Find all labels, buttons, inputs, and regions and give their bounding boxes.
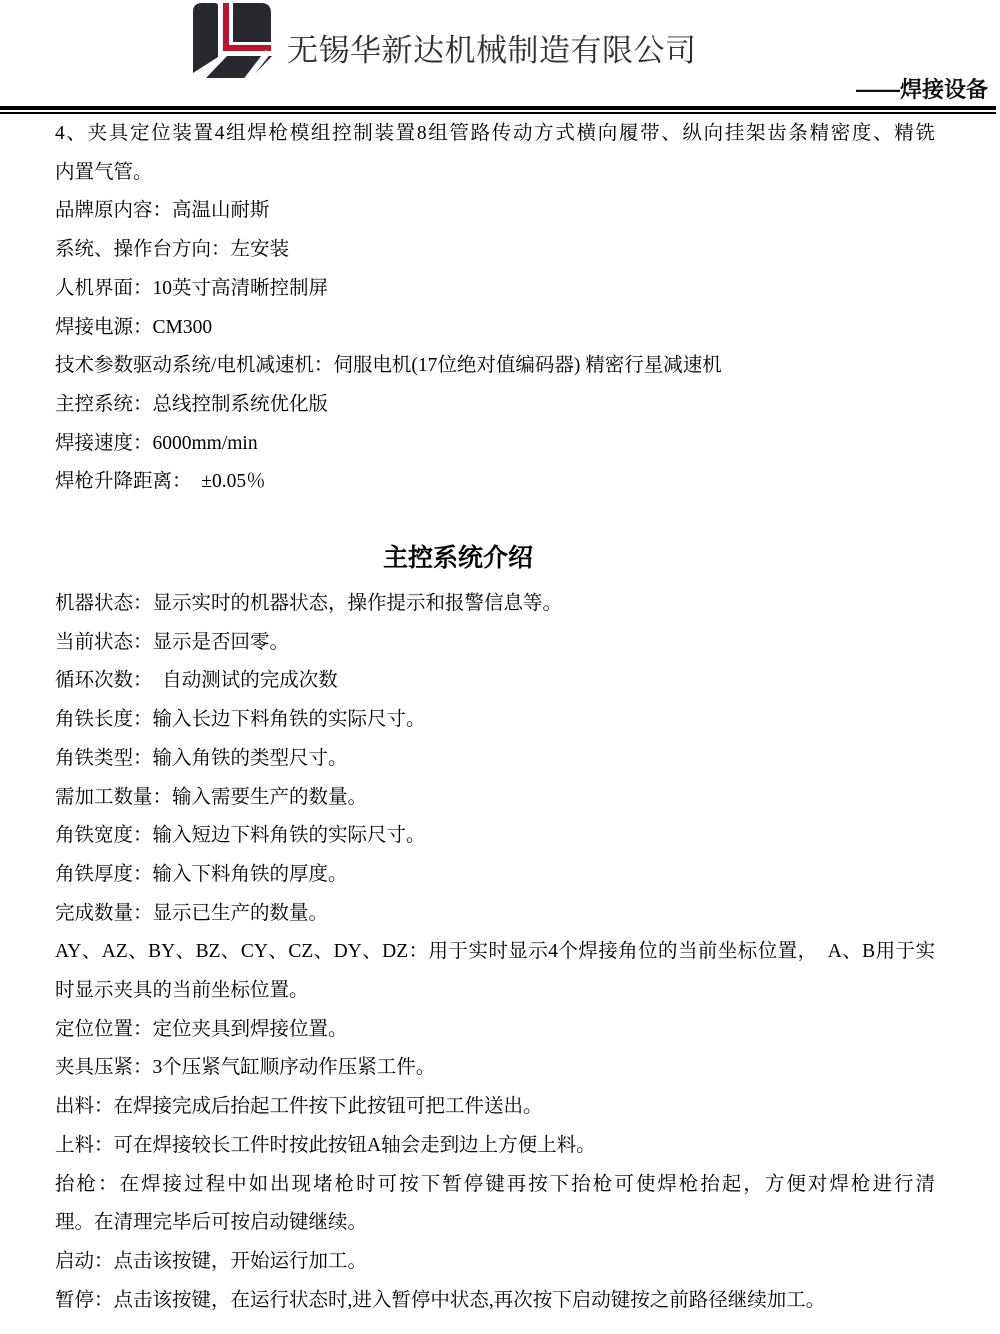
text-line: 角铁宽度：输入短边下料角铁的实际尺寸。: [55, 825, 426, 847]
document-body: [0, 115, 1000, 1320]
text-line: 完成数量：显示已生产的数量。: [55, 902, 329, 924]
text-line: 理。在清理完毕后可按启动键继续。: [55, 1212, 368, 1234]
text-line: 启动：点击该按键，开始运行加工。: [55, 1250, 368, 1272]
section-lines: [55, 585, 935, 1320]
text-line: 上料：可在焊接较长工件时按此按钮A轴会走到边上方便上料。: [55, 1134, 596, 1156]
text-line: 焊接速度：6000mm/min: [55, 432, 258, 454]
text-line: 品牌原内容：高温山耐斯: [55, 200, 270, 222]
text-line: 出料：在焊接完成后抬起工件按下此按钮可把工件送出。: [55, 1096, 543, 1118]
text-line: 需加工数量：输入需要生产的数量。: [55, 786, 368, 808]
text-line: 机器状态：显示实时的机器状态，操作提示和报警信息等。: [55, 593, 563, 615]
text-line: 定位位置：定位夹具到焊接位置。: [55, 1018, 348, 1040]
spec-lines: [55, 115, 935, 502]
text-line: 循环次数： 自动测试的完成次数: [55, 670, 338, 692]
text-line: 内置气管。: [55, 161, 153, 183]
text-line: 4、夹具定位装置4组焊枪模组控制装置8组管路传动方式横向履带、纵向挂架齿条精密度、精铣: [55, 123, 935, 144]
header-double-rule: [0, 106, 996, 114]
company-logo-icon: [190, 2, 276, 82]
text-line: 主控系统：总线控制系统优化版: [55, 393, 329, 415]
text-line: 焊枪升降距离： ±0.05％: [55, 471, 266, 493]
text-line: 角铁长度：输入长边下料角铁的实际尺寸。: [55, 709, 426, 731]
text-line: AY、AZ、BY、BZ、CY、CZ、DY、DZ：用于实时显示4个焊接角位的当前坐标位置， A、B用于实: [55, 941, 935, 963]
text-line: 时显示夹具的当前坐标位置。: [55, 980, 309, 1002]
text-line: 抬枪：在焊接过程中如出现堵枪时可按下暂停键再按下抬枪可使焊枪抬起，方便对焊枪进行清: [55, 1173, 935, 1195]
text-line: 暂停：点击该按键，在运行状态时,进入暂停中状态,再次按下启动键按之前路径继续加工。: [55, 1289, 826, 1311]
text-line: 角铁类型：输入角铁的类型尺寸。: [55, 747, 348, 769]
text-line: 角铁厚度：输入下料角铁的厚度。: [55, 863, 348, 885]
text-line: 系统、操作台方向：左安装: [55, 239, 290, 261]
text-line: 技术参数驱动系统/电机减速机：伺服电机(17位绝对值编码器) 精密行星减速机: [55, 355, 722, 377]
company-name: 无锡华新达机械制造有限公司: [287, 33, 697, 68]
section-title: 主控系统介绍: [382, 544, 533, 573]
text-line: 人机界面：10英寸高清晰控制屏: [55, 277, 329, 299]
text-line: 焊接电源：CM300: [55, 316, 213, 338]
text-line: 夹具压紧：3个压紧气缸顺序动作压紧工件。: [55, 1057, 436, 1079]
document-tagline: ——焊接设备: [855, 77, 988, 102]
text-line: 当前状态：显示是否回零。: [55, 631, 290, 653]
